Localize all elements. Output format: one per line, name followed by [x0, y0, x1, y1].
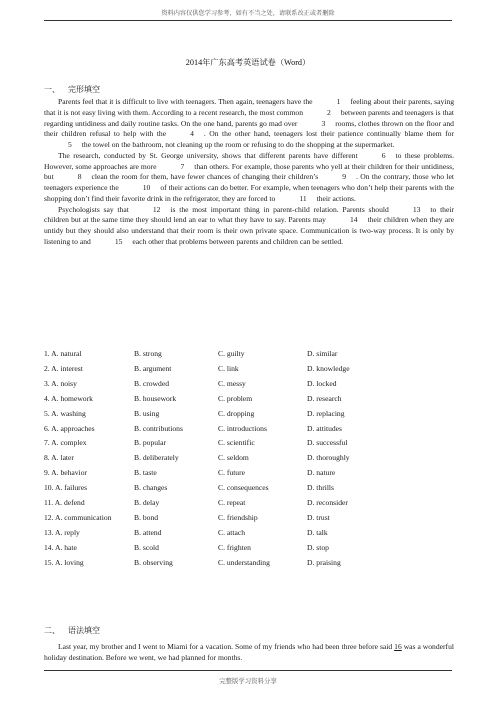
- passage-text: is the most important thing in parent-child relation. Parents should: [170, 204, 389, 214]
- option-d: D. praising: [307, 557, 341, 567]
- option-b: B. changes: [134, 483, 168, 493]
- option-row: [44, 481, 454, 496]
- option-row: [44, 541, 454, 556]
- option-c: C. attach: [218, 527, 245, 537]
- passage-text: to their children but at the same time they should lend an ear to what they have to say. Parents may: [44, 204, 454, 225]
- passage-text: Psychologists say that: [58, 204, 129, 214]
- option-d: D. attitudes: [307, 423, 343, 433]
- passage-text: their actions.: [316, 193, 356, 203]
- footer-divider: [44, 670, 452, 671]
- option-a: 6. A. approaches: [44, 423, 95, 433]
- blank-15: 15: [114, 236, 123, 246]
- option-row: [44, 362, 454, 377]
- section-2-heading: [44, 625, 100, 636]
- section-1-title: 完形填空: [68, 85, 100, 94]
- option-b: B. deliberately: [134, 453, 179, 463]
- option-c: C. understanding: [218, 557, 270, 567]
- option-c: C. introductions: [218, 423, 267, 433]
- option-a: 10. A. failures: [44, 483, 88, 493]
- blank-5: 5: [68, 140, 72, 149]
- blank-1: 1: [336, 97, 341, 106]
- option-c: C. friendship: [218, 512, 258, 522]
- option-d: D. stop: [307, 542, 329, 552]
- blank-10: 10: [142, 183, 151, 192]
- option-b: B. taste: [134, 468, 157, 478]
- option-c: C. problem: [218, 393, 253, 403]
- option-row: [44, 407, 454, 422]
- section-2-title: 语法填空: [68, 626, 100, 635]
- option-row: [44, 392, 454, 407]
- grammar-paragraph-1: [44, 641, 454, 663]
- passage-text: The research, conducted by St. George university, shows that different parents have different: [58, 150, 358, 160]
- blank-13: 13: [412, 204, 421, 214]
- option-d: D. thrills: [307, 483, 335, 493]
- option-d: D. research: [307, 393, 342, 403]
- option-a: 4. A. homework: [44, 393, 93, 403]
- option-b: B. strong: [134, 349, 162, 358]
- grammar-passage: [44, 641, 454, 663]
- option-a: 8. A. later: [44, 453, 74, 463]
- option-b: B. argument: [134, 363, 172, 373]
- option-row: [44, 347, 454, 362]
- option-b: B. observing: [134, 557, 173, 567]
- section-1-heading: [44, 84, 100, 95]
- passage-text: each other that problems between parents and children can be settled.: [132, 236, 344, 246]
- passage-text: the towel on the bathroom, not cleaning up the room or refusing to do the shopping at the supermarket.: [81, 140, 395, 149]
- option-b: B. contributions: [134, 423, 183, 433]
- passage-text: their children when they are untidy but they should also understand that their room is their own private space. Communication is two-way process. It is only by listening to and: [44, 215, 455, 246]
- option-a: 11. A. defend: [44, 498, 85, 508]
- blank-12: 12: [152, 204, 161, 214]
- passage-text: clean the room for them, have fewer chances of changing their children’s: [91, 172, 319, 182]
- option-b: B. popular: [134, 438, 167, 448]
- page-title: 2014年广东高考英语试卷（Word）: [185, 58, 311, 67]
- option-c: C. future: [218, 468, 245, 478]
- option-b: B. crowded: [134, 378, 170, 388]
- option-d: D. similar: [307, 349, 338, 358]
- section-1-number: 一、: [44, 85, 60, 94]
- option-a: 15. A. loving: [44, 557, 84, 567]
- passage-text: was a wonderful holiday destination. Before we went, we had planned for months.: [44, 642, 454, 662]
- cloze-paragraph-2: [44, 151, 454, 205]
- option-row: [44, 526, 454, 541]
- option-b: B. attend: [134, 527, 162, 537]
- option-b: B. bond: [134, 512, 159, 522]
- option-d: D. successful: [307, 438, 348, 448]
- answer-options: [44, 347, 454, 571]
- option-a: 2. A. interest: [44, 363, 83, 373]
- option-b: B. using: [134, 408, 160, 418]
- option-c: C. scientific: [218, 438, 255, 448]
- option-a: 3. A. noisy: [44, 378, 77, 388]
- option-row: [44, 436, 454, 451]
- passage-text: Parents feel that it is difficult to live with teenagers. Then again, teenagers have the: [58, 97, 313, 106]
- option-row: [44, 511, 454, 526]
- option-c: C. frighten: [218, 542, 251, 552]
- option-d: D. replacing: [307, 408, 345, 418]
- blank-7: 7: [180, 161, 185, 171]
- blank-11: 11: [299, 193, 307, 203]
- option-row: [44, 466, 454, 481]
- option-c: C. consequences: [218, 483, 269, 493]
- passage-text: . On the contrary, those who let teenagers experience the: [44, 172, 454, 192]
- option-a: 9. A. behavior: [44, 468, 88, 478]
- header-divider: [44, 20, 452, 21]
- passage-text: rooms, clothes thrown on the floor and their children refusal to help with the: [44, 118, 454, 139]
- cloze-paragraph-1: [44, 97, 454, 151]
- section-2-number: 二、: [44, 626, 60, 635]
- option-d: D. trust: [307, 512, 330, 522]
- footer-note: 完整版学习资料分享: [219, 678, 277, 685]
- option-c: C. messy: [218, 378, 246, 388]
- passage-text: than others. For example, those parents who yell at their children for their untidiness, but: [44, 161, 455, 182]
- option-c: C. dropping: [218, 408, 255, 418]
- option-b: B. scold: [134, 542, 159, 552]
- option-a: 12. A. communication: [44, 512, 112, 522]
- option-a: 7. A. complex: [44, 438, 87, 448]
- header-note: 资料内容仅供您学习参考，如有不当之处，请联系改正或者删除: [161, 10, 335, 17]
- blank-9: 9: [342, 172, 347, 182]
- blank-4: 4: [190, 129, 194, 139]
- option-a: 5. A. washing: [44, 408, 86, 418]
- blank-16: 16: [394, 642, 402, 651]
- option-row: [44, 451, 454, 466]
- option-d: D. thoroughly: [307, 453, 350, 463]
- blank-14: 14: [349, 215, 358, 225]
- option-row: [44, 422, 454, 437]
- option-row: [44, 377, 454, 392]
- option-c: C. seldom: [218, 453, 249, 463]
- option-d: D. reconsider: [307, 498, 348, 508]
- option-a: 13. A. reply: [44, 527, 80, 537]
- option-c: C. guilty: [218, 349, 245, 358]
- option-c: C. link: [218, 363, 239, 373]
- option-c: C. repeat: [218, 498, 246, 508]
- passage-text: of their actions can do better. For example, when teenagers who don’t help their parents with the shopping don’t find their favorite drink in the refrigerator, they are forced to: [44, 183, 454, 203]
- blank-8: 8: [77, 172, 82, 182]
- passage-text: to these problems. However, some approaches are more: [44, 150, 454, 171]
- option-row: [44, 556, 454, 571]
- option-a: 14. A. hate: [44, 542, 77, 552]
- cloze-passage: [44, 97, 454, 248]
- blank-6: 6: [381, 150, 386, 160]
- passage-text: between parents and teenagers is that regarding untidiness and daily routine tasks. On the one hand, parents go mad over: [44, 107, 454, 128]
- option-row: [44, 496, 454, 511]
- option-b: B. delay: [134, 498, 160, 508]
- option-d: D. locked: [307, 378, 337, 388]
- option-b: B. housework: [134, 393, 177, 403]
- option-d: D. nature: [307, 468, 336, 478]
- passage-text: . On the other hand, teenagers lost their patience continually blame them for: [203, 129, 455, 139]
- option-a: 1. A. natural: [44, 349, 82, 358]
- cloze-paragraph-3: [44, 205, 454, 248]
- passage-text: Last year, my brother and I went to Miami for a vacation. Some of my friends who had been three before said: [58, 642, 393, 651]
- passage-text: feeling about their parents, saying that it is not easy living with them. According to a recent research, the most common: [44, 97, 454, 117]
- blank-3: 3: [321, 118, 326, 128]
- option-d: D. knowledge: [307, 363, 350, 373]
- blank-2: 2: [327, 107, 331, 117]
- option-d: D. talk: [307, 527, 328, 537]
